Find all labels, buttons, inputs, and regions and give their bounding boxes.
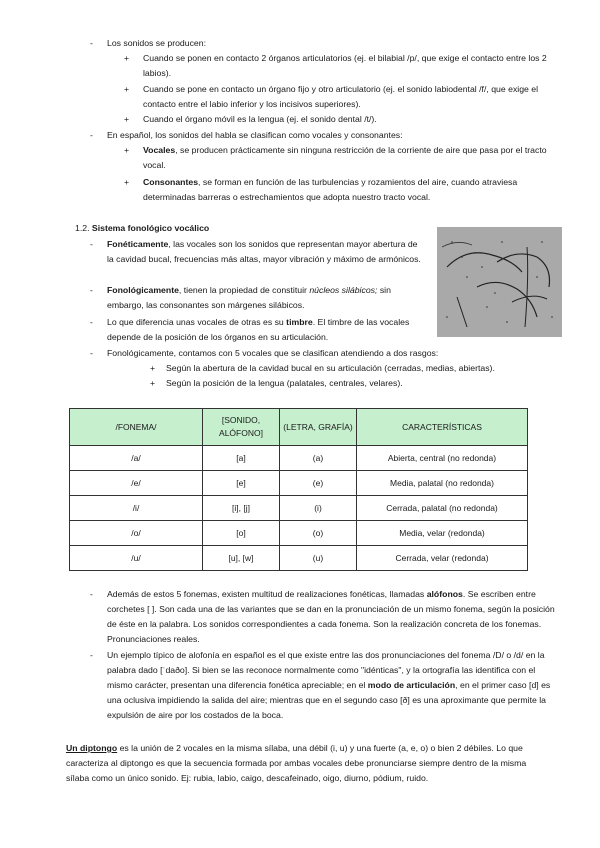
bullet-plus: + <box>124 177 130 187</box>
text-run: , se producen prácticamente sin ninguna restricción de la corriente de aire que pasa por el tracto vocal. <box>143 145 547 170</box>
term-modo-articulacion: modo de articulación <box>367 680 456 690</box>
section-title: Sistema fonológico vocálico <box>91 223 210 233</box>
table-cell: /a/ <box>70 446 203 471</box>
column-header: (LETRA, GRAFÍA) <box>280 409 357 446</box>
table-cell: (i) <box>280 496 357 521</box>
list-item: En español, los sonidos del habla se clasifican como vocales y consonantes: <box>107 130 403 140</box>
table-cell: Media, palatal (no redonda) <box>357 471 528 496</box>
text-run: es la unión de 2 vocales en la misma sílaba, una débil (i, u) y una fuerte (a, e, o) o bien 2 débiles. Lo que caracteriza al diptongo es que la secuencia formada por ambas vocales debe pronunciarse siempre dentro de la misma sílaba como un único sonido. Ej: rubia, labio, caigo, descafeinado, oigo, diurno, pódium, ruido. <box>66 743 527 783</box>
table-row <box>70 546 528 571</box>
bullet-dash: - <box>90 348 93 358</box>
list-item: Cuando el órgano móvil es la lengua (ej. el sonido dental /t/). <box>143 114 377 124</box>
table-cell: /o/ <box>70 521 203 546</box>
term-foneticamente: Fonéticamente <box>107 239 169 249</box>
bullet-plus: + <box>124 145 130 155</box>
text-run: , en el primer caso [d] es una oclusiva impidiendo la salida del aire; mientras que en el segundo caso [ð] es una aproximante que permite la expulsión de aire por los costados de la boca. <box>107 680 551 720</box>
list-item <box>107 648 560 723</box>
table-cell: Media, velar (redonda) <box>357 521 528 546</box>
column-header: [SONIDO, ALÓFONO] <box>203 409 280 446</box>
text-run: Lo que diferencia unas vocales de otras es su <box>107 317 287 327</box>
table-cell: [i], [j] <box>203 496 280 521</box>
bullet-dash: - <box>90 650 93 660</box>
bullet-dash: - <box>90 239 93 249</box>
list-item: Fonológicamente, contamos con 5 vocales que se clasifican atendiendo a dos rasgos: <box>107 348 439 358</box>
list-item <box>143 175 558 205</box>
bullet-dash: - <box>90 130 93 140</box>
list-item: Cuando se pone en contacto un órgano fijo y otro articulatorio (ej. el sonido labiodental /f/, que exige el contacto entre el labio inferior y los incisivos superiores). <box>143 84 539 109</box>
bullet-dash: - <box>90 317 93 327</box>
table-cell: (u) <box>280 546 357 571</box>
table-cell: Abierta, central (no redonda) <box>357 446 528 471</box>
bullet-dash: - <box>90 38 93 48</box>
table-cell: (e) <box>280 471 357 496</box>
column-header: CARACTERÍSTICAS <box>357 409 528 446</box>
term-fonologicamente: Fonológicamente <box>107 285 179 295</box>
term-consonantes: Consonantes <box>143 177 199 187</box>
table-cell: (a) <box>280 446 357 471</box>
text-run: . El timbre de las vocales depende de la posición de los órganos en su articulación. <box>107 317 410 342</box>
table-cell: (o) <box>280 521 357 546</box>
term-vocales: Vocales <box>143 145 176 155</box>
term-nucleos: núcleos silábicos; <box>309 285 378 295</box>
table-row <box>70 521 528 546</box>
bullet-dash: - <box>90 285 93 295</box>
list-item: Según la posición de la lengua (palatales, centrales, velares). <box>166 378 403 388</box>
list-item <box>107 315 425 345</box>
table-header-row <box>70 409 528 446</box>
text-run: , tienen la propiedad de constituir <box>178 285 310 295</box>
table-cell: [e] <box>203 471 280 496</box>
list-item: Cuando se ponen en contacto 2 órganos articulatorios (ej. el bilabial /p/, que exige el contacto entre los 2 labios). <box>143 53 547 78</box>
term-alofonos: alófonos <box>426 589 463 599</box>
vocal-tract-figure <box>437 227 562 337</box>
bullet-plus: + <box>124 114 130 124</box>
table-cell: Cerrada, velar (redonda) <box>357 546 528 571</box>
vowel-table <box>69 408 528 571</box>
table-row <box>70 446 528 471</box>
section-heading <box>75 221 209 236</box>
table-row <box>70 496 528 521</box>
term-timbre: timbre <box>286 317 313 327</box>
table-cell: [a] <box>203 446 280 471</box>
list-item: Según la abertura de la cavidad bucal en su articulación (cerradas, medias, abiertas). <box>166 363 495 373</box>
term-diptongo: Un diptongo <box>66 743 118 753</box>
bullet-plus: + <box>150 363 156 373</box>
text-run: , se forman en función de las turbulencias y rozamientos del aire, cuando atraviesa determinadas barreras o estrechamientos que adopta nuestro tracto vocal. <box>143 177 518 202</box>
table-cell: [o] <box>203 521 280 546</box>
list-item <box>143 143 558 173</box>
text-run: Además de estos 5 fonemas, existen multitud de realizaciones fonéticas, llamadas <box>107 589 427 599</box>
paragraph-diptongo <box>66 741 536 786</box>
bullet-dash: - <box>90 589 93 599</box>
table-cell: [u], [w] <box>203 546 280 571</box>
table-cell: /e/ <box>70 471 203 496</box>
table-cell: Cerrada, palatal (no redonda) <box>357 496 528 521</box>
bullet-plus: + <box>124 53 130 63</box>
table-cell: /i/ <box>70 496 203 521</box>
table-row <box>70 471 528 496</box>
bullet-plus: + <box>124 84 130 94</box>
text-run: . Se escriben entre corchetes [ ]. Son cada una de las variantes que se dan en la pronunciación de un mismo fonema, según la posición de éste en la palabra. Los sonidos correspondientes a cada fonema. Son la realización concreta de los fonemas. Pronunciaciones reales. <box>107 589 555 644</box>
vocal-tract-sketch <box>437 227 562 337</box>
list-item <box>107 283 425 313</box>
bullet-plus: + <box>150 378 156 388</box>
table-cell: /u/ <box>70 546 203 571</box>
text-run: sin embargo, las consonantes son márgenes silábicos. <box>107 285 391 310</box>
text-run: , las vocales son los sonidos que representan mayor abertura de la cavidad bucal, frecuencias más altas, mayor vibración y máximo de armónicos. <box>107 239 421 264</box>
column-header: /FONEMA/ <box>70 409 203 446</box>
text-run: Un ejemplo típico de alofonía en español es el que existe entre las dos pronunciaciones del fonema /D/ o /d/ en la palabra dado [ˈdaðo]. Si bien se las reconoce normalmente como "idénticas", y la ortografía las identifica con el mismo carácter, presentan una diferencia fonética apreciable; en el <box>107 650 545 690</box>
list-item <box>107 237 425 267</box>
list-item <box>107 587 560 647</box>
list-item: Los sonidos se producen: <box>107 38 207 48</box>
section-number: 1.2. <box>75 223 90 233</box>
